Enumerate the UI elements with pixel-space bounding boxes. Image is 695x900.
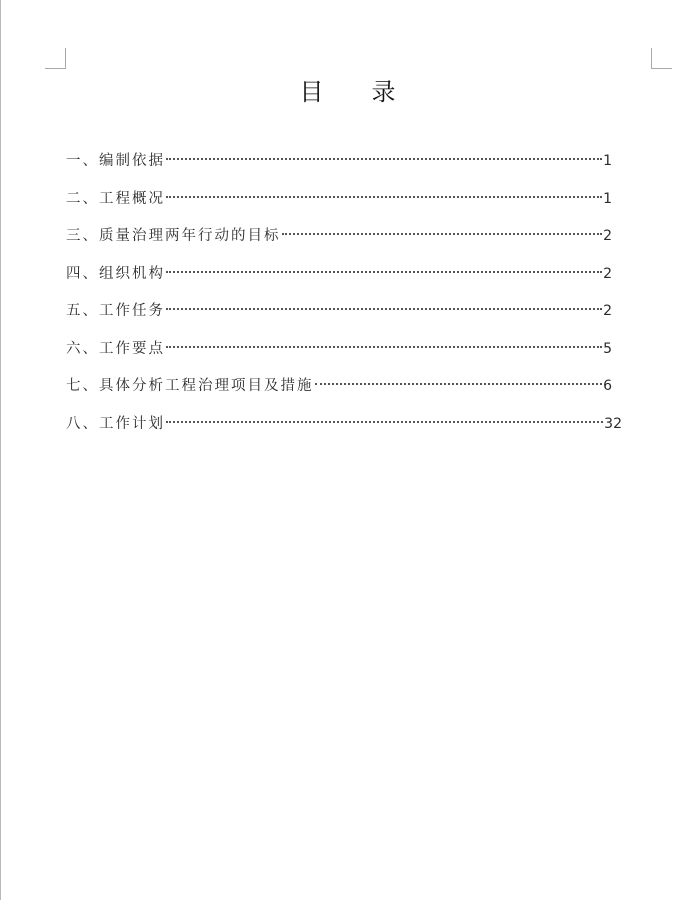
toc-entry-page: 2 [603, 228, 612, 244]
toc-entry[interactable] [66, 300, 622, 338]
toc-entry-label: 二、工程概况 [66, 190, 165, 207]
toc-entry[interactable] [66, 375, 622, 413]
toc-entry-label: 一、编制依据 [66, 153, 165, 169]
toc-leader [166, 346, 602, 348]
toc-leader [315, 383, 603, 385]
toc-entry-page: 6 [603, 378, 612, 394]
toc-leader [166, 421, 603, 423]
toc-entry-page: 1 [603, 190, 612, 207]
toc-entry[interactable] [66, 225, 622, 263]
title-char-1: 目 [299, 78, 324, 106]
table-of-contents [66, 150, 622, 450]
page-title [0, 72, 695, 107]
toc-entry[interactable] [66, 338, 622, 376]
toc-leader [166, 308, 602, 310]
toc-entry-page: 2 [603, 265, 612, 282]
toc-entry-page: 1 [603, 153, 612, 169]
toc-leader [166, 196, 602, 198]
margin-marker-top-right [651, 48, 672, 69]
toc-entry-label: 七、具体分析工程治理项目及措施 [66, 378, 314, 394]
toc-entry[interactable] [66, 188, 622, 226]
margin-marker-top-left [45, 48, 66, 69]
toc-leader [166, 271, 602, 273]
toc-entry[interactable] [66, 263, 622, 301]
toc-entry-label: 八、工作计划 [66, 415, 165, 432]
page-edge [0, 0, 1, 900]
toc-entry[interactable] [66, 413, 622, 451]
toc-entry-page: 32 [604, 415, 622, 432]
toc-leader [282, 233, 603, 235]
toc-entry[interactable] [66, 150, 622, 188]
toc-entry-label: 五、工作任务 [66, 303, 165, 319]
toc-entry-label: 四、组织机构 [66, 265, 165, 282]
toc-entry-page: 5 [603, 340, 612, 357]
toc-leader [166, 158, 602, 160]
toc-entry-page: 2 [603, 303, 612, 319]
title-char-2: 录 [371, 78, 396, 106]
toc-entry-label: 六、工作要点 [66, 340, 165, 357]
toc-entry-label: 三、质量治理两年行动的目标 [66, 228, 281, 244]
